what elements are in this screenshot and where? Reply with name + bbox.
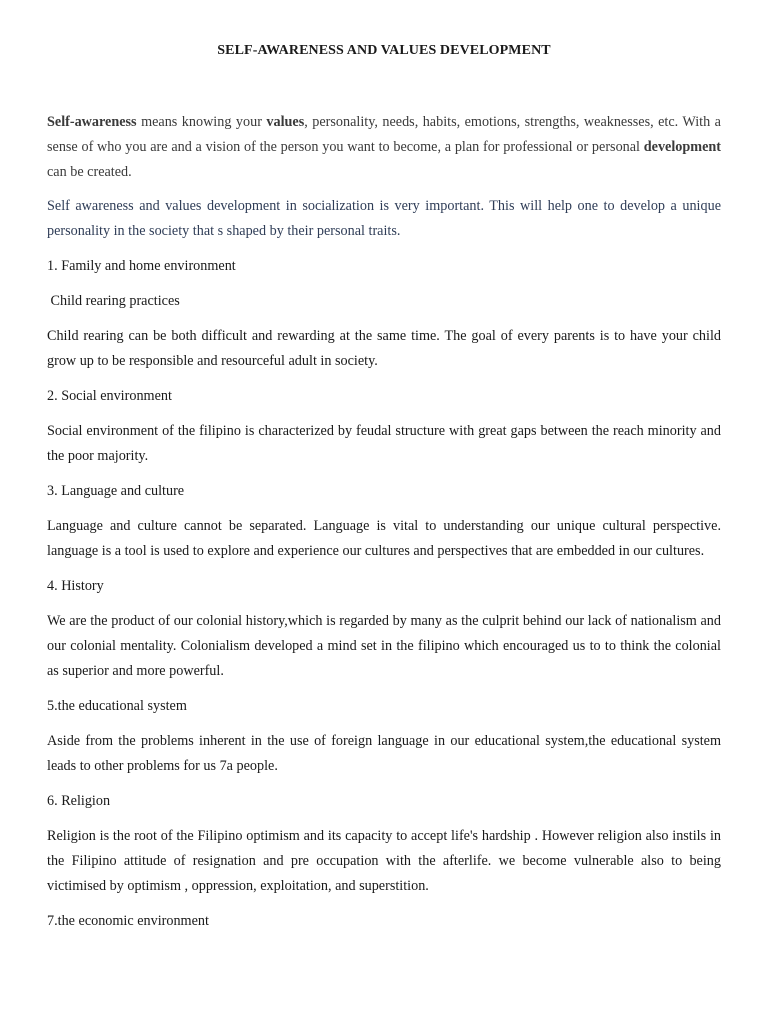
section-heading-education: 5.the educational system — [47, 698, 187, 714]
section-heading-history: 4. History — [47, 578, 104, 594]
section-body-religion: Religion is the root of the Filipino optimism and its capacity to accept life's hardship . However religion also instils in the Filipino attitude of resignation and pre occupation with the afterlife. we become vulnerable also to being victimised by optimism , oppression, exploitation, and superstition. — [47, 828, 721, 894]
section-heading-language: 3. Language and culture — [47, 483, 185, 499]
section-body-social: Social environment of the filipino is characterized by feudal structure with great gaps between the reach minority and the poor majority. — [47, 423, 721, 464]
section-heading-economic: 7.the economic environment — [47, 913, 209, 929]
intro-text-1: means knowing your — [136, 114, 267, 130]
socialization-paragraph: Self awareness and values development in socialization is very important. This will help one to develop a unique personality in the society that s shaped by their personal traits. — [47, 198, 721, 239]
document-body — [47, 110, 721, 934]
intro-values-word: values — [266, 114, 305, 130]
section-heading-social: 2. Social environment — [47, 388, 172, 404]
section-subheading-child-rearing: Child rearing practices — [47, 293, 180, 309]
section-body-history: We are the product of our colonial history,which is regarded by many as the culprit behind our lack of nationalism and our colonial mentality. Colonialism developed a mind set in the filipino which encouraged us to to think the colonial as superior and more powerful. — [47, 613, 721, 679]
section-body-education: Aside from the problems inherent in the use of foreign language in our educational system,the educational system leads to other problems for us 7a people. — [47, 733, 721, 774]
intro-text-2: , personality, needs, habits, emotions, strengths, weaknesses, etc. With a sense of who you are and a vision of the person you want to become, a plan for professional or personal — [47, 114, 721, 155]
intro-paragraph — [47, 110, 721, 185]
intro-term: Self-awareness — [47, 114, 137, 130]
section-heading-family: 1. Family and home environment — [47, 258, 236, 274]
intro-text-3: can be created. — [47, 164, 132, 180]
section-body-family: Child rearing can be both difficult and rewarding at the same time. The goal of every parents is to have your child grow up to be responsible and resourceful adult in society. — [47, 328, 721, 369]
document-title: SELF-AWARENESS AND VALUES DEVELOPMENT — [217, 43, 551, 58]
section-heading-religion: 6. Religion — [47, 793, 111, 809]
section-body-language: Language and culture cannot be separated. Language is vital to understanding our unique cultural perspective. language is a tool is used to explore and experience our cultures and perspectives that are embedded in our cultures. — [47, 518, 721, 559]
intro-development-word: development — [643, 139, 721, 155]
